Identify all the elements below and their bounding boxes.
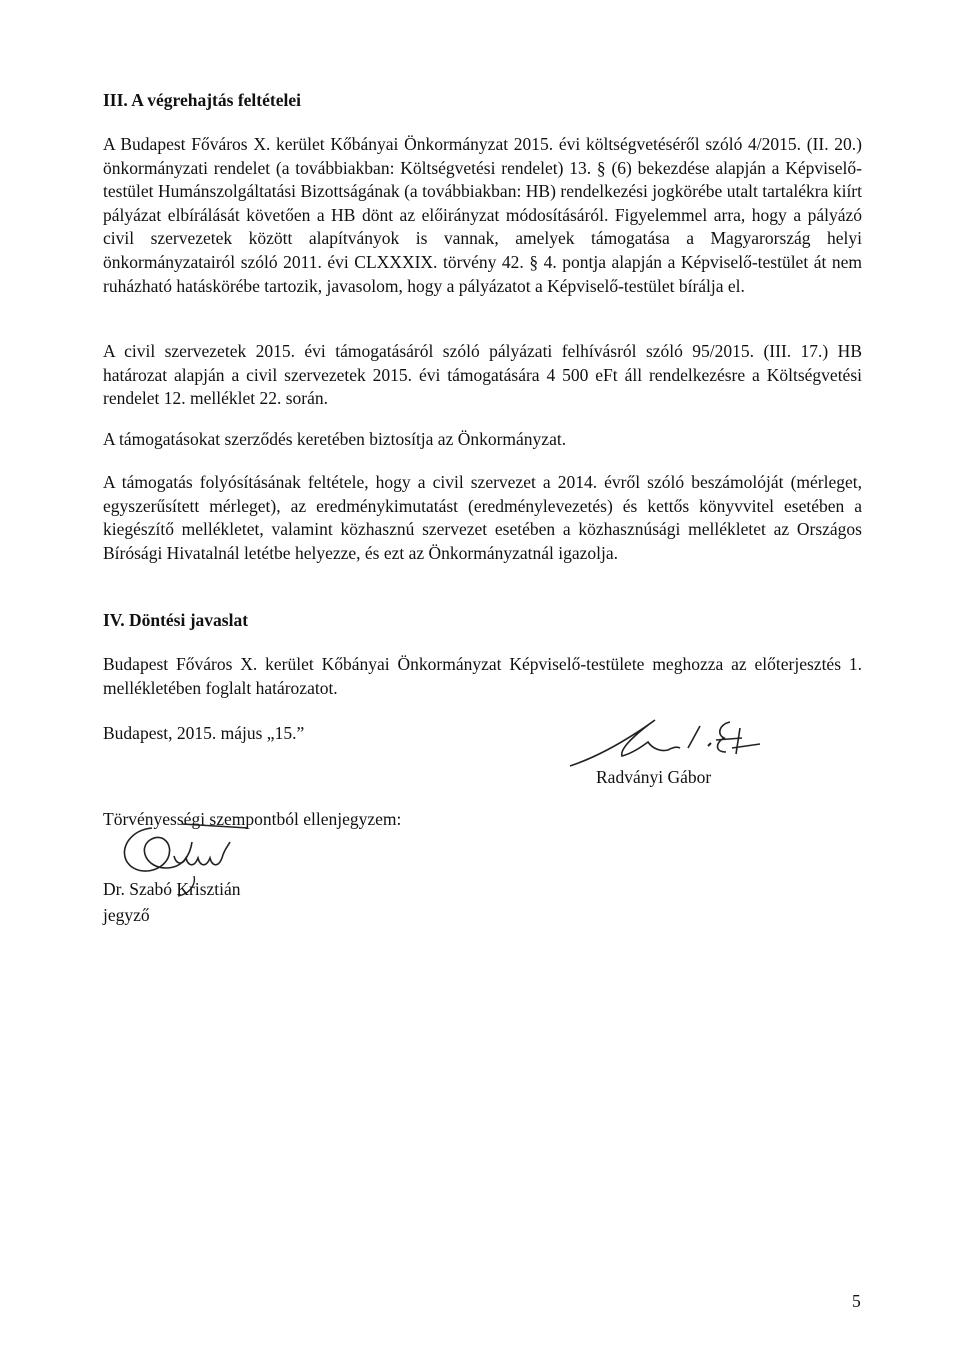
handwritten-signature-radvanyi (560, 708, 785, 772)
paragraph-contract: A támogatásokat szerződés keretében biztosítja az Önkormányzat. (103, 429, 567, 449)
page-number: 5 (852, 1291, 861, 1311)
paragraph-execution-conditions: A Budapest Főváros X. kerület Kőbányai Önkormányzat 2015. évi költségvetéséről szóló 4/2015. (II. 20.) önkormányzati rendelet (a továbbiakban: Költségvetési rendelet) 13. § (6) bekezdése alapján a Képviselő-testület Humánszolgáltatási Bizottságának (a továbbiakban: HB) rendelkezési jogkörébe utalt tartalékra kiírt pályázat elbírálását követően a HB dönt az előirányzat módosításáról. Figyelemmel arra, hogy a pályázó civil szervezetek között alapítványok is vannak, amelyek támogatása a Magyarország helyi önkormányzatairól szóló 2011. évi CLXXXIX. törvény 42. § 4. pontja alapján a Képviselő-testület át nem ruházható hatáskörébe tartozik, javasolom, hogy a pályázatot a Képviselő-testület bírálja el. (103, 134, 862, 296)
countersign-label: Törvényességi szempontból ellenjegyzem: (103, 809, 402, 829)
paragraph-civil-support: A civil szervezetek 2015. évi támogatásáról szóló pályázati felhívásról szóló 95/2015. (III. 17.) HB határozat alapján a civil szervezetek 2015. évi támogatására 4 500 eFt áll rendelkezésre a Költségvetési rendelet 12. melléklet 22. során. (103, 341, 862, 409)
signer-name: Radványi Gábor (596, 767, 712, 787)
countersigner-name: Dr. Szabó Krisztián (103, 879, 241, 899)
section-heading-4: IV. Döntési javaslat (103, 610, 249, 630)
paragraph-disbursement-condition: A támogatás folyósításának feltétele, hogy a civil szervezet a 2014. évről szóló beszámolóját (mérleget, egyszerűsített mérleget), az eredménykimutatást (eredménylevezetés) és kettős könyvvitel esetében a kiegészítő mellékletet, valamint közhasznú szervezet esetében a közhasznúsági mellékletet az Országos Bírósági Hivatalnál letétbe helyezze, és ezt az Önkormányzatnál igazolja. (103, 472, 862, 563)
section-heading-3: III. A végrehajtás feltételei (103, 90, 301, 110)
date-line: Budapest, 2015. május „15.” (103, 723, 305, 743)
paragraph-decision-proposal: Budapest Főváros X. kerület Kőbányai Önkormányzat Képviselő-testülete meghozza az előterjesztés 1. mellékletében foglalt határozatot. (103, 654, 862, 698)
countersigner-title: jegyző (103, 905, 150, 925)
